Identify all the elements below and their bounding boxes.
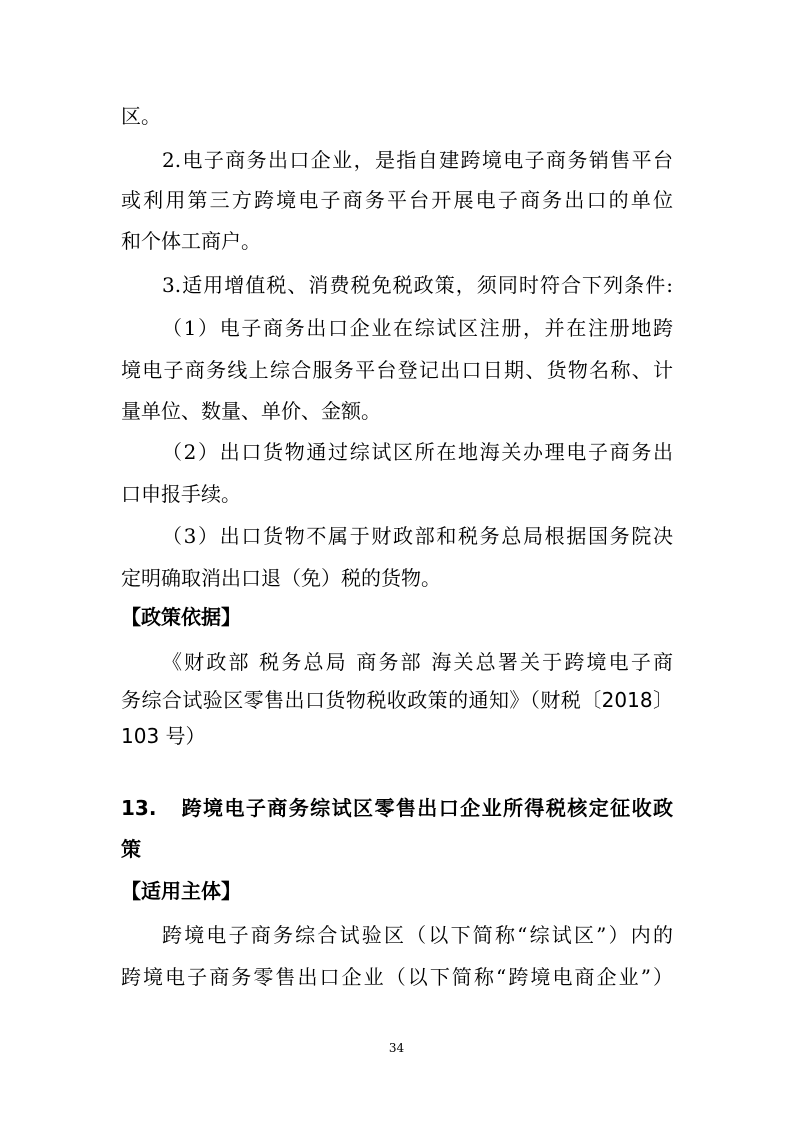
body-line: 3.适用增值税、消费税免税政策，须同时符合下列条件: <box>162 273 673 297</box>
body-line: 或利用第三方跨境电子商务平台开展电子商务出口的单位 <box>121 188 673 212</box>
body-line: 口申报手续。 <box>121 482 241 506</box>
policy-citation-line: 103 号） <box>121 724 206 748</box>
subject-line: 跨境电子商务零售出口企业（以下简称“跨境电商企业”） <box>121 965 673 989</box>
policy-basis-heading: 【政策依据】 <box>121 605 241 629</box>
body-line: 定明确取消出口退（免）税的货物。 <box>121 566 441 590</box>
page-number: 34 <box>388 1041 405 1055</box>
body-line: （2）出口货物通过综试区所在地海关办理电子商务出 <box>162 440 673 464</box>
section-title-line: 策 <box>121 837 141 861</box>
body-line: （3）出口货物不属于财政部和税务总局根据国务院决 <box>162 524 673 548</box>
policy-citation-line: 务综合试验区零售出口货物税收政策的通知》（财税〔2018〕 <box>121 688 673 712</box>
body-line: 量单位、数量、单价、金额。 <box>121 399 381 423</box>
body-line: 境电子商务线上综合服务平台登记出口日期、货物名称、计 <box>121 358 673 382</box>
body-line: （1）电子商务出口企业在综试区注册，并在注册地跨 <box>162 316 673 340</box>
section-title-line: 13. 跨境电子商务综试区零售出口企业所得税核定征收政 <box>121 796 673 820</box>
body-line: 2.电子商务出口企业，是指自建跨境电子商务销售平台 <box>162 148 673 172</box>
subject-line: 跨境电子商务综合试验区（以下简称“综试区”）内的 <box>162 923 673 947</box>
applicable-subject-heading: 【适用主体】 <box>121 879 241 903</box>
body-line: 区。 <box>121 104 161 128</box>
policy-citation-line: 《财政部 税务总局 商务部 海关总署关于跨境电子商 <box>162 650 673 674</box>
body-line: 和个体工商户。 <box>121 229 261 253</box>
